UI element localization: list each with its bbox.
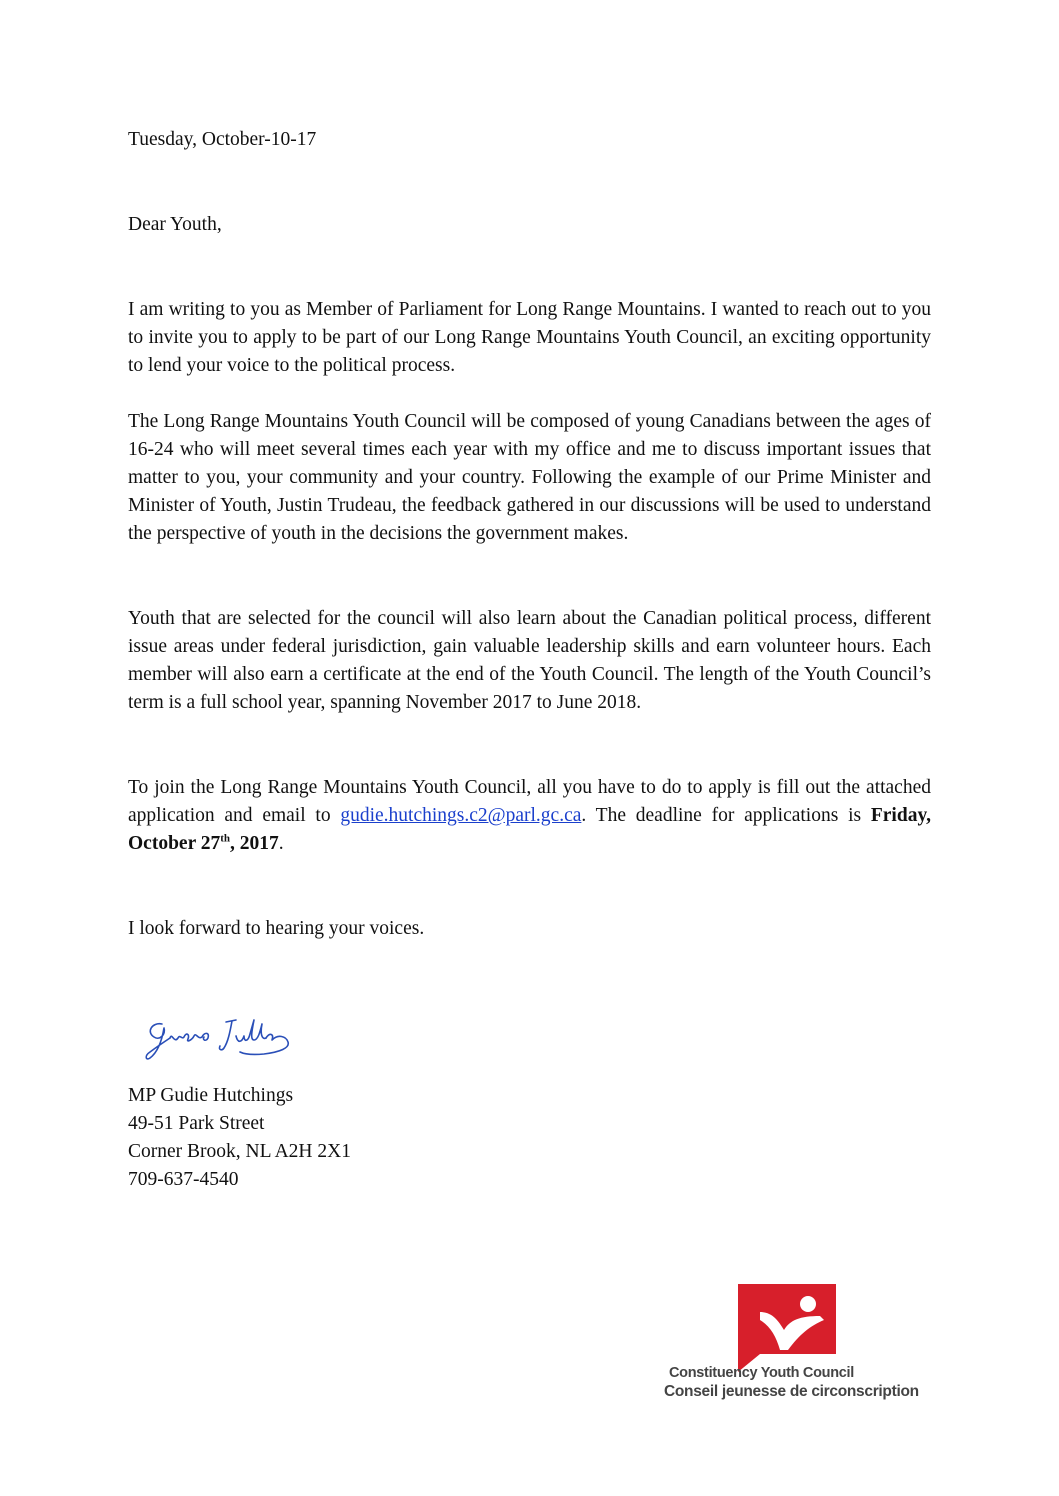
svg-text:Gudie Hutchings: Gudie Hutchings (140, 1010, 147, 1011)
sender-name: MP Gudie Hutchings (128, 1085, 294, 1106)
deadline-date: Friday, October 27th, 2017 (128, 805, 931, 854)
salutation: Dear Youth, (128, 214, 222, 235)
paragraph-council-description-text: The Long Range Mountains Youth Council will be composed of young Canadians between the ages of 16-24 who will meet several times each year with my office and me to discuss important issues that matter to you, your community and your country. Following the example of our Prime Minister and Minister of Youth, Justin Trudeau, the feedback gathered in our discussions will be used to understand the perspective of youth in the decisions the government makes. (128, 411, 931, 544)
sender-city: Corner Brook, NL A2H 2X1 (128, 1141, 351, 1162)
paragraph-intro (128, 296, 931, 380)
logo-wordmark (664, 1364, 919, 1402)
deadline-intro-text: . The deadline for applications is (581, 805, 871, 826)
paragraph-how-to-apply: To join the Long Range Mountains Youth Council, all you have to do to apply is fill out the attached application and email to gudie.hutchings.c2@parl.gc.ca. The deadline for applications is Friday, October 27th, 2017. (128, 777, 931, 854)
sender-phone: 709-637-4540 (128, 1169, 239, 1190)
email-link[interactable]: gudie.hutchings.c2@parl.gc.ca (340, 805, 582, 826)
sender-street: 49-51 Park Street (128, 1113, 265, 1134)
apply-text: To join the Long Range Mountains Youth Council, all you have to do to apply is fill out the attached application and email to (128, 777, 931, 826)
logo-line-french: Conseil jeunesse de circonscription (664, 1383, 919, 1400)
closing-line: I look forward to hearing your voices. (128, 918, 425, 939)
paragraph-intro-text: I am writing to you as Member of Parliament for Long Range Mountains. I wanted to reach out to you to invite you to apply to be part of our Long Range Mountains Youth Council, an exciting opportunity to lend your voice to the political process. (128, 299, 931, 376)
handwritten-signature (140, 1010, 310, 1070)
logo-head (800, 1296, 816, 1312)
letter-date: Tuesday, October-10-17 (128, 129, 317, 150)
sender-contact-block (128, 1082, 351, 1194)
paragraph-benefits-text: Youth that are selected for the council will also learn about the Canadian political process, different issue areas under federal jurisdiction, gain valuable leadership skills and earn volunteer hours. Each member will also earn a certificate at the end of the Youth Council. The length of the Youth Council’s term is a full school year, spanning November 2017 to June 2018. (128, 608, 931, 713)
paragraph-council-description (128, 408, 931, 548)
logo-line-english: Constituency Youth Council (669, 1365, 854, 1381)
paragraph-benefits (128, 605, 931, 717)
